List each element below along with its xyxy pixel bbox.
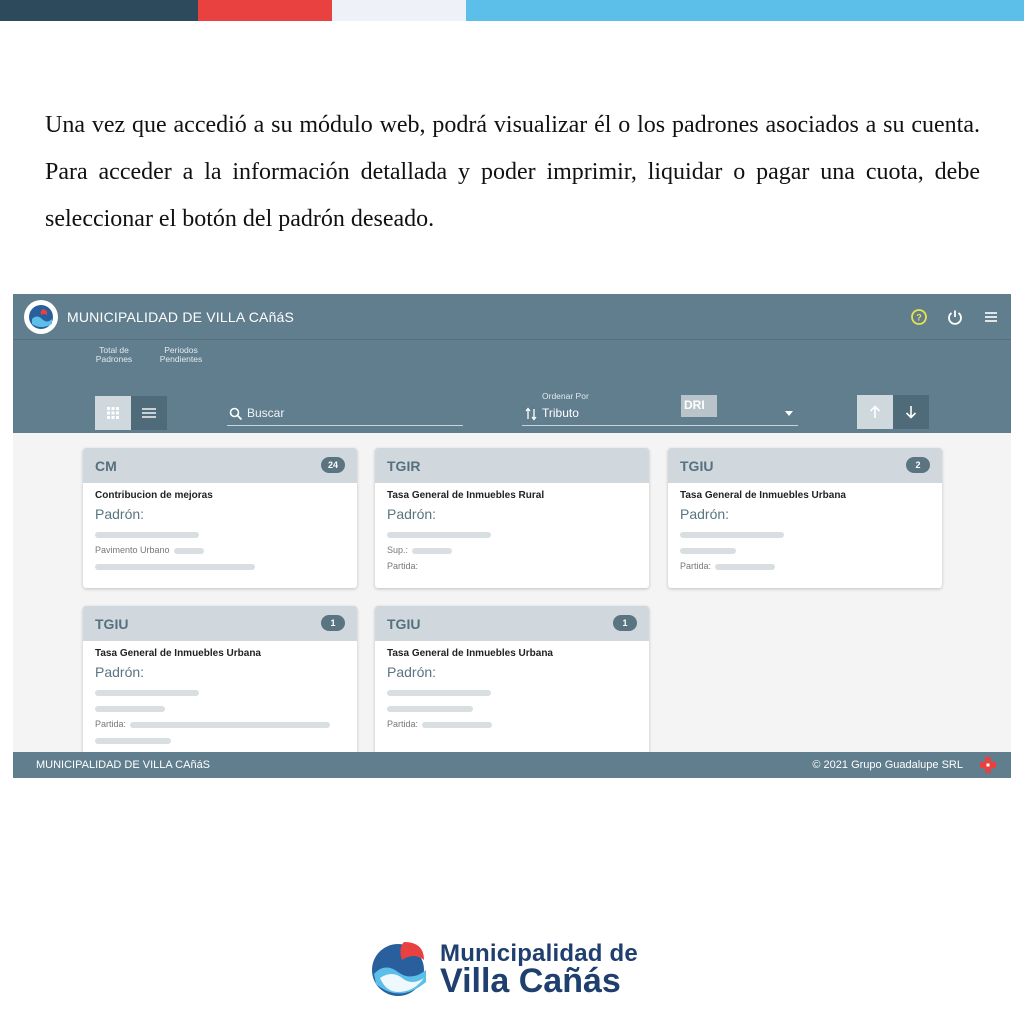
redacted-value [387, 706, 473, 712]
list-view-button[interactable] [131, 396, 167, 430]
padron-label: Padrón: [680, 506, 730, 522]
brand-line-2: Villa Cañás [440, 962, 621, 1000]
search-icon [229, 407, 243, 421]
detail-prefix: Pavimento Urbano [95, 545, 170, 555]
tax-name: Tasa General de Inmuebles Rural [387, 490, 545, 501]
padron-card[interactable] [375, 448, 649, 588]
padron-card-header [375, 606, 649, 641]
padron-card-header [83, 448, 357, 483]
detail-prefix: Sup.: [387, 545, 409, 555]
intro-paragraph: Una vez que accedió a su módulo web, podrá visualizar él o los padrones asociados a su cuenta. Para acceder a la información detallada y poder imprimir, liquidar o pagar una cuota, debe seleccionar el botón del padrón deseado. [45, 112, 980, 232]
list-icon [142, 407, 156, 419]
menu-icon[interactable] [980, 306, 1002, 328]
stripe-segment-red [198, 0, 332, 21]
padron-label: Padrón: [95, 506, 145, 522]
padron-card[interactable] [375, 606, 649, 756]
tax-name: Contribucion de mejoras [95, 490, 213, 501]
padron-detail-line [387, 526, 637, 542]
dri-chip: DRI [681, 395, 717, 417]
svg-text:?: ? [916, 312, 922, 323]
stripe-segment-white [332, 0, 466, 21]
padron-label: Padrón: [387, 664, 437, 680]
padron-detail-line [95, 732, 345, 748]
app-bar [13, 294, 1011, 340]
grid-icon [107, 407, 119, 419]
redacted-value [174, 548, 204, 554]
padron-card-code: TGIU [680, 458, 714, 474]
padron-detail-line [95, 558, 345, 574]
help-icon[interactable] [908, 306, 930, 328]
padron-card-body [83, 641, 357, 756]
padron-detail-line [95, 716, 345, 732]
redacted-value [95, 690, 199, 696]
pending-count-badge: 1 [613, 615, 637, 631]
padron-card-header [668, 448, 942, 483]
redacted-value [715, 564, 775, 570]
order-by-label: Ordenar Por [542, 391, 589, 401]
stripe-segment-navy [0, 0, 198, 21]
periodos-pendientes-label: Periodos Pendientes [159, 345, 203, 364]
padron-card-code: TGIU [387, 616, 421, 632]
redacted-value [95, 532, 199, 538]
pending-count-badge: 24 [321, 457, 345, 473]
padron-detail-line [387, 684, 637, 700]
grupo-guadalupe-logo [979, 756, 997, 774]
padron-card-code: CM [95, 458, 117, 474]
grid-view-button[interactable] [95, 396, 131, 430]
padron-label: Padrón: [95, 664, 145, 680]
padron-card-body [668, 483, 942, 584]
footer-copyright: © 2021 Grupo Guadalupe SRL [812, 759, 963, 771]
padron-detail-line [387, 542, 637, 558]
padron-detail-line [95, 700, 345, 716]
tax-name: Tasa General de Inmuebles Urbana [387, 648, 553, 659]
brand-emblem-icon [370, 938, 432, 1000]
padron-detail-line [387, 700, 637, 716]
app-footer [13, 752, 1011, 778]
arrow-up-icon [869, 405, 881, 419]
app-screenshot [13, 294, 1011, 778]
pending-count-badge: 2 [906, 457, 930, 473]
arrow-down-icon [905, 405, 917, 419]
total-padrones-label: Total de Padrones [95, 345, 133, 364]
padron-card[interactable] [83, 606, 357, 756]
padron-card-body [83, 483, 357, 584]
redacted-value [680, 548, 736, 554]
redacted-value [95, 564, 255, 570]
power-icon[interactable] [944, 306, 966, 328]
redacted-value [387, 690, 491, 696]
padron-card-body [375, 483, 649, 584]
chevron-down-icon [785, 411, 793, 416]
brand-logo [370, 938, 660, 1000]
tax-name: Tasa General de Inmuebles Urbana [95, 648, 261, 659]
padron-detail-line [95, 684, 345, 700]
padron-detail-line [387, 558, 637, 574]
redacted-value [95, 738, 171, 744]
padron-card-code: TGIU [95, 616, 129, 632]
app-title: MUNICIPALIDAD DE VILLA CAñáS [67, 309, 295, 325]
padron-card-code: TGIR [387, 458, 421, 474]
padron-card[interactable] [83, 448, 357, 588]
order-by-select[interactable] [522, 402, 798, 426]
detail-prefix: Partida: [387, 561, 419, 571]
pending-count-badge: 1 [321, 615, 345, 631]
footer-municipality: MUNICIPALIDAD DE VILLA CAñáS [36, 759, 211, 771]
padron-card-body [375, 641, 649, 742]
padron-card-header [83, 606, 357, 641]
order-by-value: Tributo [542, 406, 579, 420]
redacted-value [680, 532, 784, 538]
sort-descending-button[interactable] [893, 395, 929, 429]
filter-toolbar [13, 340, 1011, 433]
municipality-logo[interactable] [24, 300, 58, 334]
padron-detail-line [387, 716, 637, 732]
top-color-stripe [0, 0, 1024, 21]
redacted-value [95, 706, 165, 712]
redacted-value [422, 722, 492, 728]
detail-prefix: Partida: [95, 719, 127, 729]
padron-detail-line [680, 558, 930, 574]
padron-card-header [375, 448, 649, 483]
padron-detail-line [95, 542, 345, 558]
detail-prefix: Partida: [387, 719, 419, 729]
redacted-value [412, 548, 452, 554]
redacted-value [130, 722, 330, 728]
padron-detail-line [680, 542, 930, 558]
search-placeholder: Buscar [247, 406, 285, 420]
sort-ascending-button[interactable] [857, 395, 893, 429]
padron-detail-line [95, 526, 345, 542]
brand-line-1: Municipalidad de [440, 940, 638, 967]
padron-card[interactable] [668, 448, 942, 588]
sort-icon [525, 407, 537, 421]
redacted-value [387, 532, 491, 538]
padron-label: Padrón: [387, 506, 437, 522]
detail-prefix: Partida: [680, 561, 712, 571]
search-input[interactable] [227, 402, 463, 426]
padron-detail-line [680, 526, 930, 542]
stripe-segment-blue [466, 0, 1024, 21]
tax-name: Tasa General de Inmuebles Urbana [680, 490, 846, 501]
